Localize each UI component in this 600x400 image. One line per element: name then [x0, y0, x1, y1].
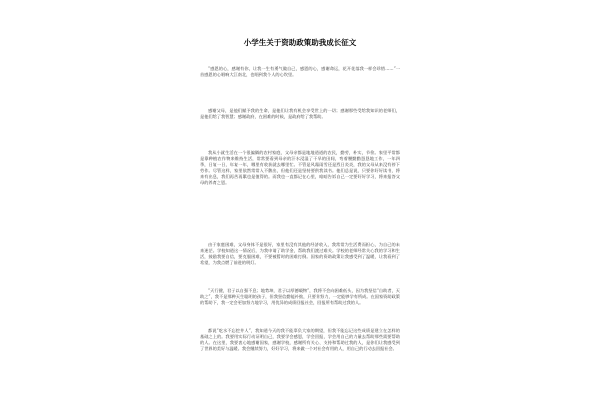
paragraph-1: “感恩的心，感谢有你，让我一生有勇气做自己，感恩的心，感谢命运，花开花落我一样会珍惜……”一首感恩的心唱响大江南北，也唱到我个人的心坎里。 [200, 66, 400, 78]
paragraph-6: 都说“吃水不忘挖井人”，我知道今天的我不能辜负大家的期望，但我不能忘记这些成绩是建立在怎样的基础之上的。我要用实际行动证明自己，我要学会感恩，学会回报，学会用自己的力量去帮助那些需要帮助的人。在这里，我要衷心地感谢国家，感谢学校，感谢所有关心、支持和帮助过我的人，是你们让我感受到了世界的美好与温暖。我会继续努力，好好学习，将来做一个对社会有用的人，用自己的行动去回报社会。 [200, 328, 400, 352]
paragraph-2: 感谢父母，是他们赋予我的生命，是他们让我有机会享受世上的一切；感谢那些受给我知识的老师们，是他们给了我智慧；感谢政府，在困难的时候，是政府给了我帮助。 [200, 108, 400, 120]
document-title: 小学生关于资助政策助我成长征文 [243, 38, 357, 47]
document-page [200, 28, 400, 388]
paragraph-3: 我从小就生活在一个很偏僻的农村家庭，父母亲都是地地道道的农民，勤劳，朴实，节俭。家里平常都是靠种植农作物来维持生活，常常要看到母亲的汗水浸湿了干旱的田间，弯着腰勤勤恳恳地工作，一年四季，日复一日，年复一年，哪里有收获就去哪里忙。不管是风霜雨雪还是烈日炎炎，我的父母从来没有停下劳作。尽管这样，家里依然常常入不敷出，但他们还是坚持要供我读书。他们总是说，只要你好好读书，将来有出息，我们再苦再累也是值得的。而我也一直都记在心里，暗暗告诉自己一定要好好学习，将来报答父母的养育之恩。 [200, 150, 400, 186]
paragraph-5: “天行健，君子以自强不息；地势坤，君子以厚德载物”，我将不会向困难低头，因为我坚信“自助者，天助之”，我不是那种天生聪明的孩子，但我坚信勤能补拙，只要肯努力，一定能够学有所成。在国家资助政策的帮助下，我一定会更加努力地学习，用优异的成绩回报社会，回报所有帮助过我的人。 [200, 288, 400, 306]
paragraph-4: 由于家庭困难，父母身体不是很好，家里有没有其他的经济收入，我常常为生活费而担心，为自己的未来迷茫。学校知道这一情况后，为我申请了助学金，帮助我们渡过难关。学校的老师经常关心我的学习和生活，鼓励我要自信，要克服困难，不要被暂时的困难打倒。国家的资助政策让我感受到了温暖，让我看到了希望，为我点燃了前进的明灯。 [200, 242, 400, 266]
